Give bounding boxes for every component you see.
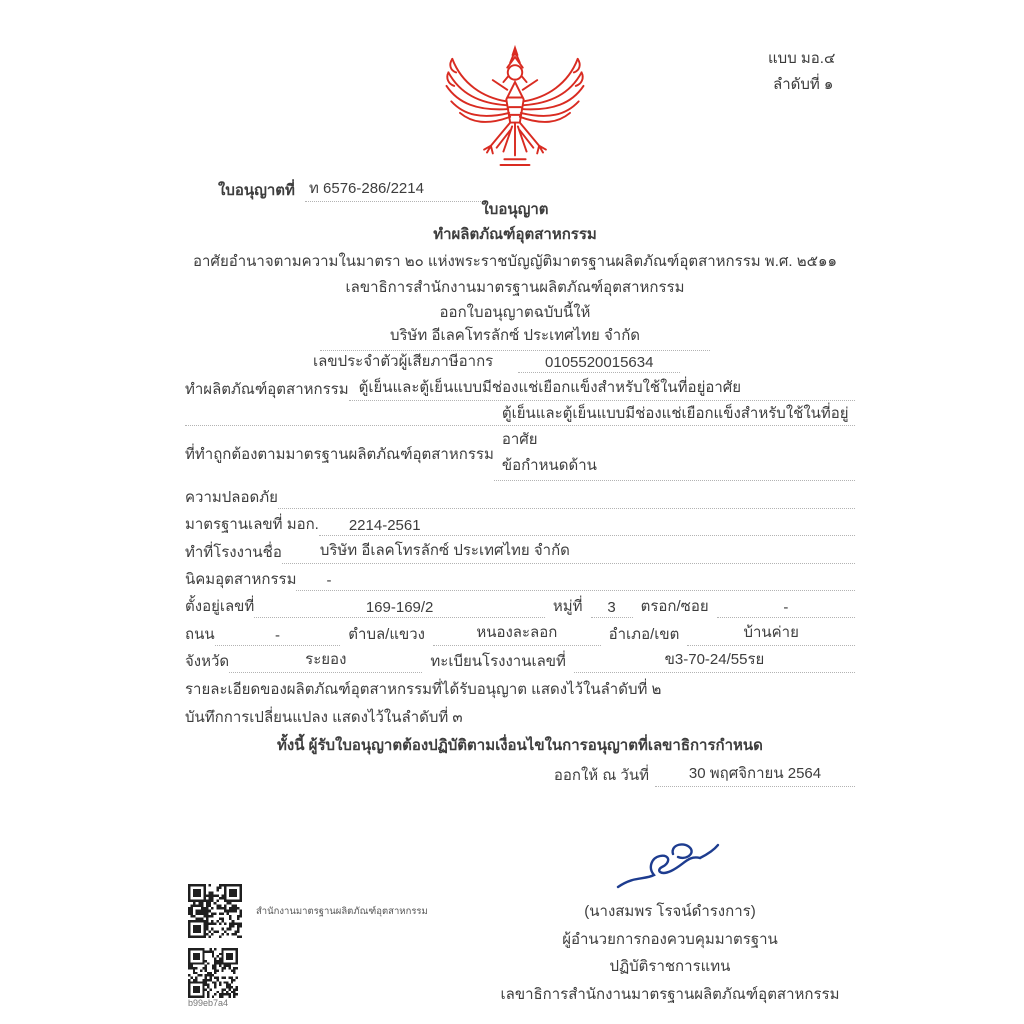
factory-registration-label: ทะเบียนโรงงานเลขที่ [430,653,566,671]
fields [185,374,855,787]
address-no-label: ตั้งอยู่เลขที่ [185,598,255,616]
moo-value: 3 [591,599,633,618]
note-line2: บันทึกการเปลี่ยนแปลง แสดงไว้ในลำดับที่ ๓ [185,709,463,727]
license-number-value: ท 6576-286/2214 [305,176,487,202]
signer-title2: ปฏิบัติราชการแทน [609,958,731,975]
doc-title-line2: ทำผลิตภัณฑ์อุตสาหกรรม [433,226,597,243]
industrial-estate-label: นิคมอุตสาหกรรม [185,570,297,588]
amphoe-label: อำเภอ/เขต [608,625,680,643]
industrial-estate-value: - [296,572,855,591]
tambon-label: ตำบล/แขวง [348,625,426,643]
factory-name-label: ทำที่โรงงานชื่อ [185,543,282,561]
road-label: ถนน [185,625,215,643]
factory-name-value: บริษัท อีเลคโทรลักซ์ ประเทศไทย จำกัด [282,538,855,564]
qr-code-document [188,948,238,998]
signature-icon [480,840,860,898]
signature-block [480,840,860,1008]
make-product-label: ทำผลิตภัณฑ์อุตสาหกรรม [185,381,349,399]
safety-row [185,481,855,508]
garuda-emblem-icon [433,40,597,182]
standard-number-value: 2214-2561 [319,517,855,536]
factory-name-row [185,536,855,563]
preamble-line2: เลขาธิการสำนักงานมาตรฐานผลิตภัณฑ์อุตสาหกรรม [345,279,685,296]
tambon-value: หนองละลอก [433,620,601,646]
safety-label: ความปลอดภัย [185,488,278,506]
soi-value: - [717,599,855,618]
tax-id-label: เลขประจำตัวผู้เสียภาษีอากร [313,353,494,370]
qr-caption-document: b99eb7a4 [188,998,229,1008]
form-sequence: ลำดับที่ ๑ [773,76,834,93]
make-product-row [185,374,855,401]
province-value: ระยอง [229,647,422,673]
form-meta [768,46,948,98]
province-label: จังหวัด [185,653,230,671]
standard-number-row [185,509,855,536]
condition-line: ทั้งนี้ ผู้รับใบอนุญาตต้องปฏิบัติตามเงื่อนไขในการอนุญาตที่เลขาธิการกำหนด [277,737,763,755]
address-no-value: 169-169/2 [254,599,545,618]
grantee-company-row [0,323,1024,351]
province-row [185,646,855,673]
moo-label: หมู่ที่ [552,598,583,616]
standard-number-label: มาตรฐานเลขที่ มอก. [185,516,319,534]
issue-date-row [185,757,855,787]
grantee-company: บริษัท อีเลคโทรลักซ์ ประเทศไทย จำกัด [320,323,710,351]
conform-standard-label: ที่ทำถูกต้องตามมาตรฐานผลิตภัณฑ์อุตสาหกรรม [185,446,494,464]
form-code: แบบ มอ.๔ [768,50,836,67]
factory-registration-value: ข3-70-24/55รย [574,647,855,673]
qr-caption-office: สำนักงานมาตรฐานผลิตภัณฑ์อุตสาหกรรม [256,905,428,917]
signer-name: (นางสมพร โรจน์ดำรงการ) [584,903,756,920]
note-line1: รายละเอียดของผลิตภัณฑ์อุตสาหกรรมที่ได้รับอนุญาต แสดงไว้ในลำดับที่ ๒ [185,681,662,699]
tax-id-row [313,349,680,373]
issue-date-value: 30 พฤศจิกายน 2564 [655,761,855,787]
tax-id-value: 0105520015634 [518,354,680,373]
conform-value-line1: ตู้เย็นและตู้เย็นแบบมีช่องแช่เยือกแข็งสำหรับใช้ในที่อยู่อาศัย [501,405,849,449]
issue-date-label: ออกให้ ณ วันที่ [553,767,649,785]
license-number-label: ใบอนุญาตที่ [218,182,295,199]
signer-title3: เลขาธิการสำนักงานมาตรฐานผลิตภัณฑ์อุตสาหกรรม [500,985,840,1003]
signer-title1: ผู้อำนวยการกองควบคุมมาตรฐาน [562,930,778,948]
doc-title-line1: ใบอนุญาต [481,201,549,218]
qr-block [188,884,488,1008]
conform-standard-row [185,405,855,481]
road-value: - [215,627,341,646]
conform-standard-value [494,401,855,481]
make-product-value: ตู้เย็นและตู้เย็นแบบมีช่องแช่เยือกแข็งสำหรับใช้ในที่อยู่อาศัย [349,375,855,401]
industrial-estate-row [185,564,855,591]
road-row [185,618,855,645]
soi-label: ตรอก/ซอย [640,598,709,616]
address-row [185,591,855,618]
amphoe-value: บ้านค่าย [687,620,855,646]
preamble-line1: อาศัยอำนาจตามความในมาตรา ๒๐ แห่งพระราชบัญญัติมาตรฐานผลิตภัณฑ์อุตสาหกรรม พ.ศ. ๒๕๑๑ [192,253,837,270]
qr-code-office [188,884,242,938]
conform-value-line2: ข้อกำหนดด้าน [501,457,597,475]
preamble-line3: ออกใบอนุญาตฉบับนี้ให้ [439,304,591,321]
